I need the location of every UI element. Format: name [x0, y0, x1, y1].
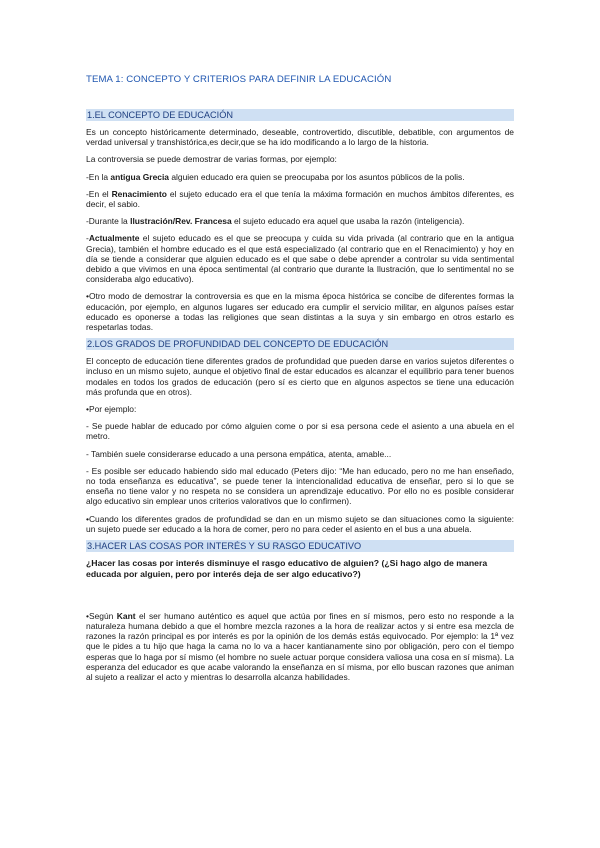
example-renacimiento-rest: el sujeto educado era el que tenía la máxima formación en muchos ámbitos diferentes, es decir, el sabio. — [86, 188, 514, 210]
example-actualmente-prefix: - — [86, 233, 89, 244]
example-actualmente-bold: Actualmente — [88, 233, 140, 244]
example-grecia — [86, 172, 514, 182]
kant-prefix: •Según — [86, 610, 117, 621]
interest-question: ¿Hacer las cosas por interés disminuye el rasgo educativo de alguien? (¿Si hago algo de manera educada por alguien, pero por interés deja de ser algo educativo?) — [86, 558, 488, 579]
example-ilustracion-bold: Ilustración/Rev. Francesa — [130, 216, 232, 227]
example-grecia-bold: antigua Grecia — [110, 171, 170, 182]
kant-bold: Kant — [116, 610, 136, 621]
example-grecia-prefix: -En la — [86, 171, 111, 182]
paragraph-definition: Es un concepto históricamente determinado, deseable, controvertido, discutible, debatible, con argumentos de verdad universal y transhistórica,es decir,que se ha ido modificando a lo largo de la historia. — [86, 127, 514, 148]
example-actualmente — [86, 233, 514, 284]
section-heading-1 — [86, 109, 514, 121]
example-ilustracion — [86, 216, 514, 226]
paragraph-controversy-intro: La controversia se puede demostrar de varias formas, por ejemplo: — [86, 154, 337, 165]
paragraph-degree-example-2: - También suele considerarse educado a una persona empática, atenta, amable... — [86, 448, 392, 459]
example-grecia-rest: alguien educado era quien se preocupaba por los asuntos públicos de la polis. — [169, 171, 465, 182]
paragraph-controversy-closing: •Otro modo de demostrar la controversia es que en la misma época histórica se concibe de diferentes formas la educación, por ejemplo, en algunos lugares ser educado era cumplir el servicio militar, en algunos países estar educado es oponerse a todas las religiones que sean distintas a la suya y sin embargo en otros estarlo es respetarlas todas. — [86, 291, 514, 333]
example-renacimiento-prefix: -En el — [86, 188, 112, 199]
example-renacimiento-bold: Renacimiento — [111, 188, 167, 199]
paragraph-por-ejemplo: •Por ejemplo: — [86, 404, 137, 415]
paragraph-degree-example-3: - Es posible ser educado habiendo sido mal educado (Peters dijo: “Me han educado, pero no me han enseñado, no toda enseñanza es educativa”, se puede tener la intencionalidad educativa de enseñar, pero si lo que se enseña no tiene valor y no respeta no se considera un aprendizaje educativo. Por ello no es posible considerar algo educativo sin emplear unos criterios valorativos que lo confirmen). — [86, 465, 514, 507]
section-heading-3 — [86, 540, 514, 552]
kant-rest: el ser humano auténtico es aquel que actúa por fines en sí mismos, pero esto no responde a la naturaleza humana debido a que el hombre mezcla razones a la hora de realizar actos y si entre esa mezcla de razones la razón principal es por interés es por la opinión de los demás estás equivocado. Por ejemplo: la 1ª vez que le pides a tu hijo que haga la cama no lo va a hacer kantianamente sino por obligación, pero con el tiempo esperas que lo haga por sí mismo (el hombre no suele actuar porque considera valiosa una cosa en sí misma). La esperanza del educador es que acabe valorando la enseñanza en sí misma, por ello buscan razones que animan al sujeto a realizar el acto y mientras lo desarrolla alcanza habilidades. — [86, 610, 514, 682]
paragraph-kant — [86, 611, 514, 682]
document-title: TEMA 1: CONCEPTO Y CRITERIOS PARA DEFINIR LA EDUCACIÓN — [86, 74, 392, 85]
paragraph-degree-example-1: - Se puede hablar de educado por cómo alguien come o por si esa persona cede el asiento a una abuela en el metro. — [86, 421, 514, 442]
example-ilustracion-prefix: -Durante la — [86, 216, 131, 227]
section-heading-1-text: 1.EL CONCEPTO DE EDUCACIÓN — [87, 110, 234, 120]
section-heading-2 — [86, 338, 514, 350]
example-renacimiento — [86, 189, 514, 209]
example-ilustracion-rest: el sujeto educado era aquel que usaba la razón (inteligencia). — [231, 216, 465, 227]
paragraph-degrees-intro: El concepto de educación tiene diferentes grados de profundidad que pueden darse en varios sujetos diferentes o incluso en un mismo sujeto, aunque el objetivo final de estar educados es alcanzar el equilibrio para tener buenos modales en todos los grados de educación (pero sí es cierto que en algunos aspectos se tiene una educación más profunda que en otros). — [86, 356, 514, 397]
section-heading-3-text: 3.HACER LAS COSAS POR INTERÉS Y SU RASGO EDUCATIVO — [87, 541, 362, 552]
section-heading-2-text: 2.LOS GRADOS DE PROFUNDIDAD DEL CONCEPTO DE EDUCACIÓN — [87, 339, 389, 350]
example-actualmente-rest: el sujeto educado es el que se preocupa y cuida su vida privada (al contrario que en la antigua Grecia), también el hombre educado es el que está especializado (al contrario que en el Renacimiento) y hoy en día se tiende a considerar que alguien educado es el que sabe o debe aprender a controlar su vida sentimental debido a que vivimos en una época sentimental (al contrario que durante la Ilustración, que lo sentimental no se consideraba algo educativo). — [86, 233, 514, 285]
paragraph-degree-same-subject: •Cuando los diferentes grados de profundidad se dan en un mismo sujeto se dan situaciones como la siguiente: un sujeto puede ser educado a la hora de comer, pero no para ceder el asiento en el bus a una abuela. — [86, 513, 514, 534]
